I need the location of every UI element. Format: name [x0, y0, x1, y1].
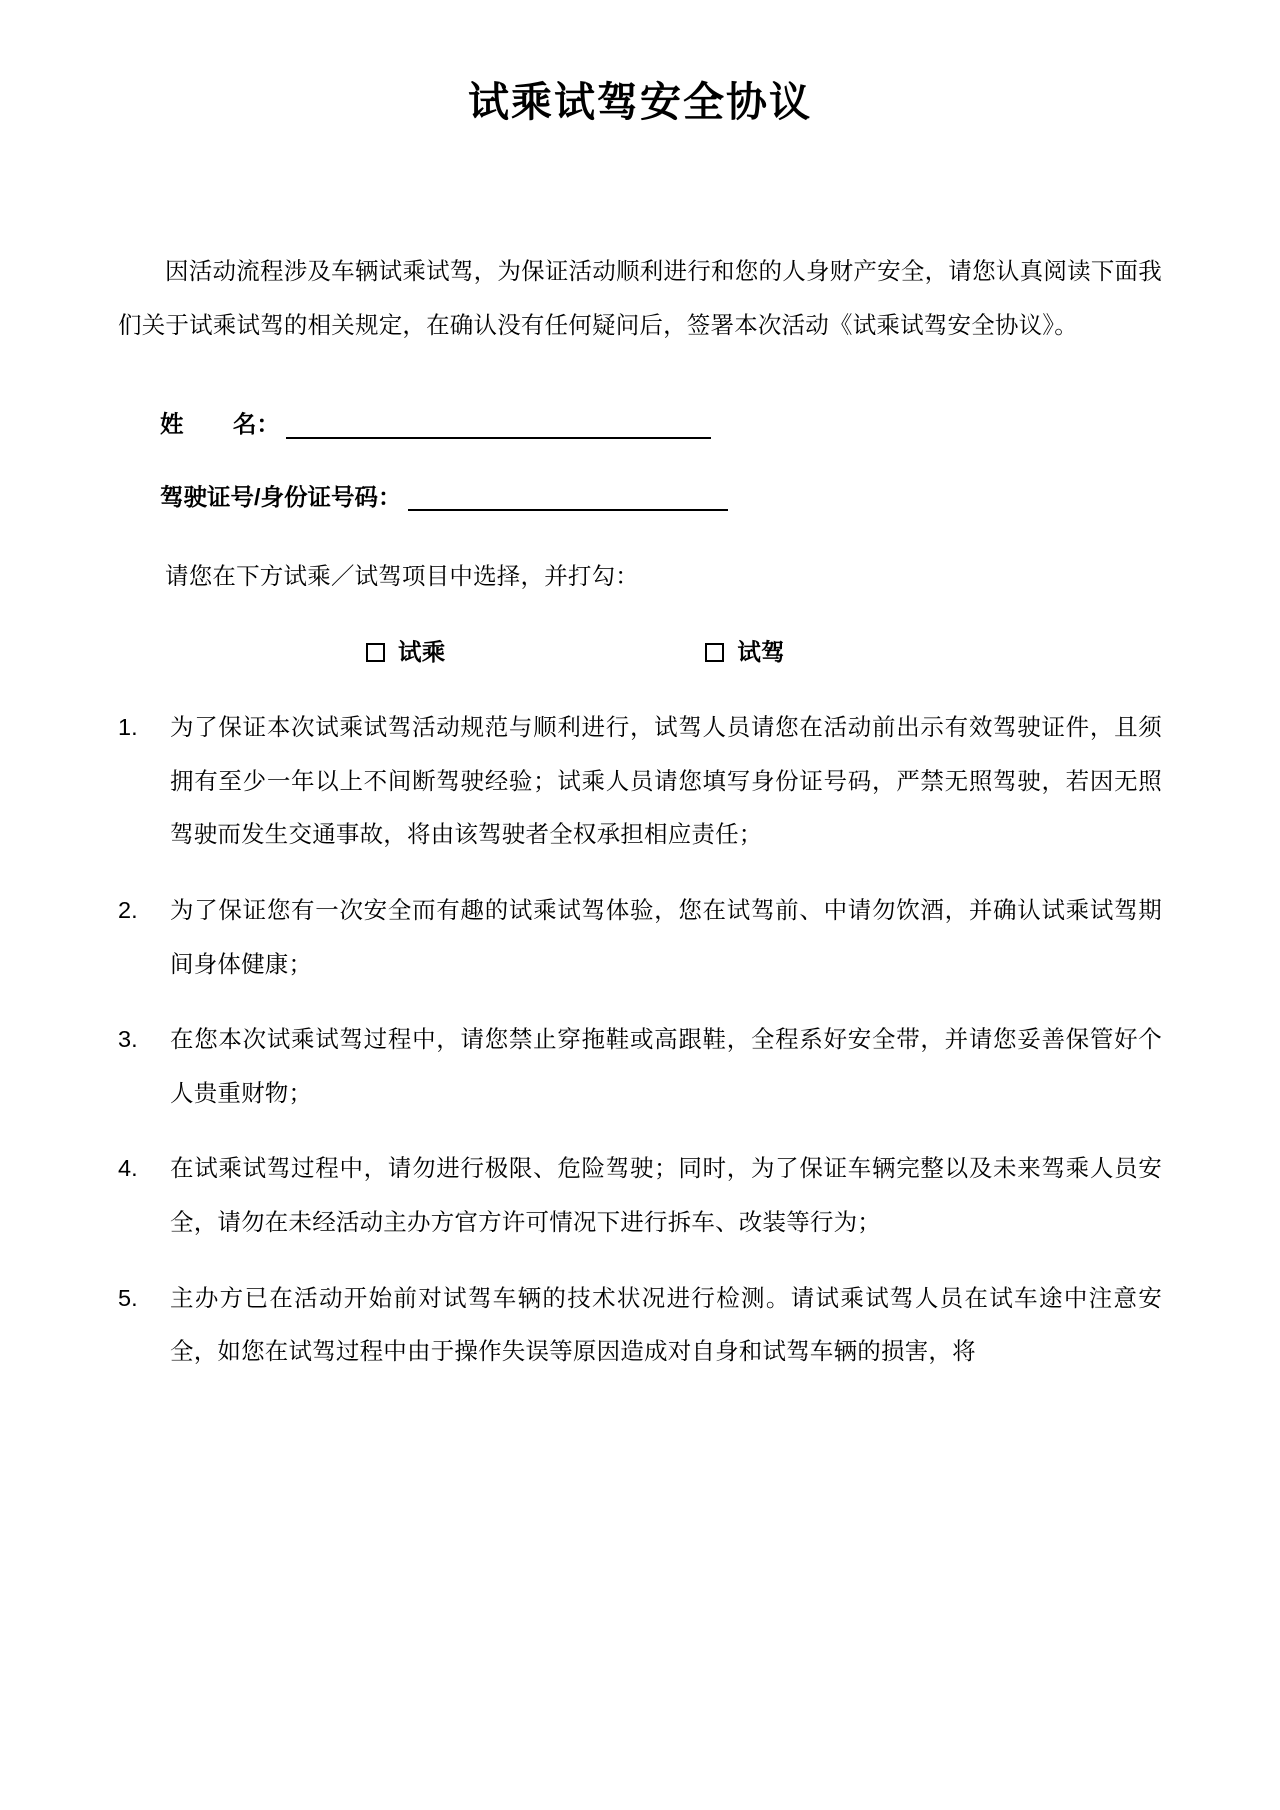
checkbox-option-shicheng[interactable]	[366, 634, 445, 672]
terms-list	[118, 701, 1162, 1378]
term-text: 在您本次试乘试驾过程中，请您禁止穿拖鞋或高跟鞋，全程系好安全带，并请您妥善保管好个人贵重财物；	[170, 1026, 1162, 1106]
term-text: 在试乘试驾过程中，请勿进行极限、危险驾驶；同时，为了保证车辆完整以及未来驾乘人员安全，请勿在未经活动主办方官方许可情况下进行拆车、改装等行为；	[170, 1155, 1162, 1235]
checkbox-label: 试驾	[737, 638, 785, 665]
list-item	[118, 1013, 1162, 1120]
id-field-label: 驾驶证号/身份证号码：	[160, 483, 402, 510]
list-item	[118, 1272, 1162, 1379]
checkbox-icon[interactable]	[366, 643, 385, 662]
checkbox-label: 试乘	[398, 638, 446, 665]
term-text: 为了保证您有一次安全而有趣的试乘试驾体验，您在试驾前、中请勿饮酒，并确认试乘试驾期间身体健康；	[170, 897, 1162, 977]
document-body	[0, 245, 1280, 1378]
term-text: 为了保证本次试乘试驾活动规范与顺利进行，试驾人员请您在活动前出示有效驾驶证件，且须拥有至少一年以上不间断驾驶经验；试乘人员请您填写身份证号码，严禁无照驾驶，若因无照驾驶而发生交通事故，将由该驾驶者全权承担相应责任；	[170, 714, 1162, 848]
choice-row	[118, 634, 1162, 672]
list-item	[118, 701, 1162, 862]
term-number: 2.	[118, 897, 138, 924]
term-number: 3.	[118, 1026, 138, 1053]
name-field-label: 姓 名：	[160, 411, 280, 438]
id-field-row	[160, 483, 1162, 511]
name-field-row	[160, 410, 1162, 438]
intro-paragraph: 因活动流程涉及车辆试乘试驾，为保证活动顺利进行和您的人身财产安全，请您认真阅读下面我们关于试乘试驾的相关规定，在确认没有任何疑问后，签署本次活动《试乘试驾安全协议》。	[118, 258, 1162, 338]
instruction-text: 请您在下方试乘／试驾项目中选择，并打勾：	[165, 562, 639, 589]
term-number: 1.	[118, 714, 138, 741]
name-input-line[interactable]	[286, 413, 711, 439]
term-text: 主办方已在活动开始前对试驾车辆的技术状况进行检测。请试乘试驾人员在试车途中注意安全，如您在试驾过程中由于操作失误等原因造成对自身和试驾车辆的损害，将	[170, 1284, 1162, 1365]
term-number: 4.	[118, 1155, 138, 1182]
list-item	[118, 884, 1162, 991]
page-title: 试乘试驾安全协议	[468, 79, 812, 125]
term-number: 5.	[118, 1284, 138, 1311]
list-item	[118, 1142, 1162, 1249]
checkbox-icon[interactable]	[705, 643, 724, 662]
id-input-line[interactable]	[408, 485, 728, 511]
checkbox-option-shijia[interactable]	[705, 634, 784, 672]
